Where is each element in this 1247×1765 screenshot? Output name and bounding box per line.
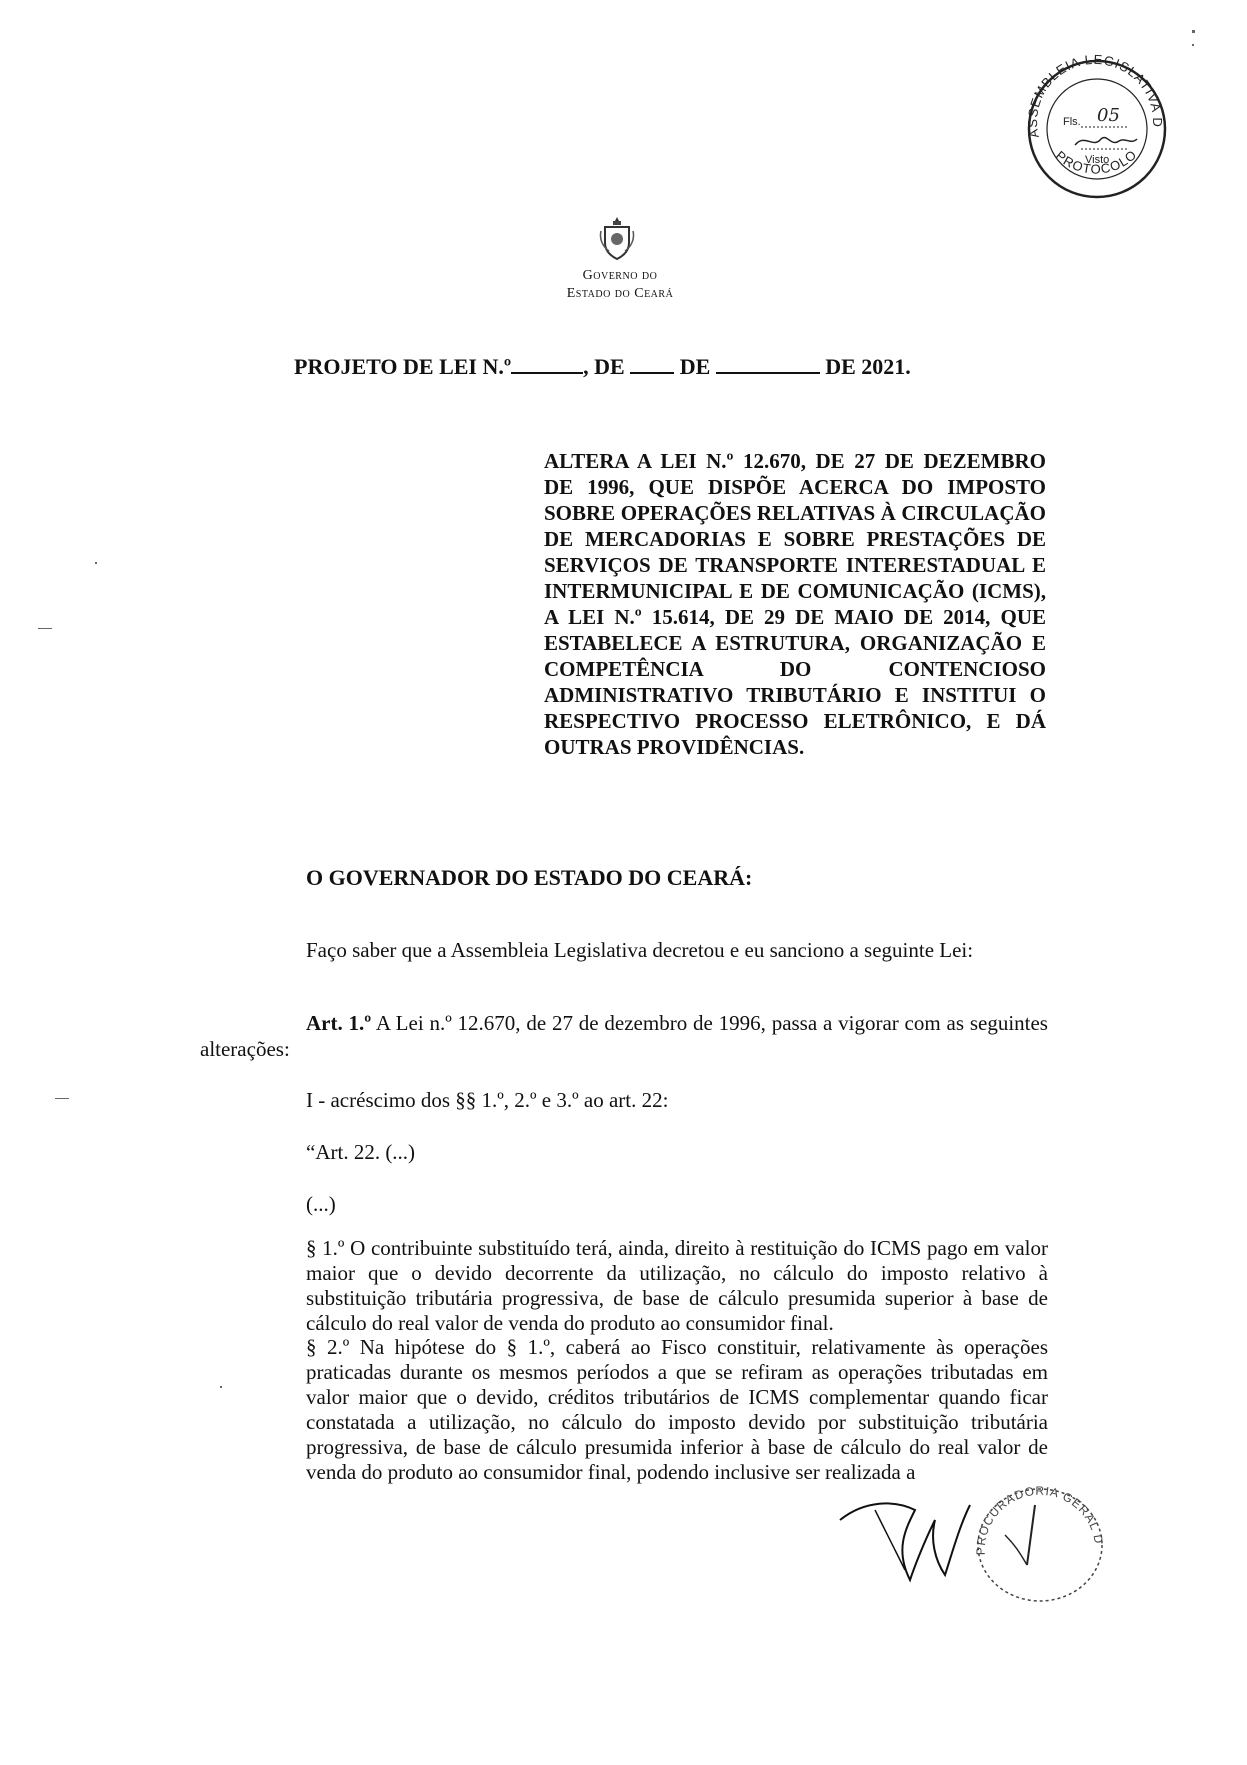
title-prefix: PROJETO DE LEI N.º [294,354,512,379]
article-1-text: A Lei n.º 12.670, de 27 de dezembro de 1996, passa a vigorar com as seguintes alterações: [200,1011,1048,1061]
svg-text:ASSEMBLEIA LEGISLATIVA DO CEAR [1015,45,1165,139]
bill-number-blank [511,352,583,374]
title-sep2: DE [679,354,711,379]
omission-marker: (...) [306,1192,336,1216]
stamp-initials [1075,137,1137,145]
svg-text:PROCURADORIA GERAL DO ESTADO [965,1475,1106,1555]
enacting-clause: Faço saber que a Assembleia Legislativa decretou e eu sanciono a seguinte Lei: [306,938,974,962]
scan-speck [55,1098,69,1099]
scan-speck [1192,44,1194,46]
month-blank [716,352,820,374]
government-header-line2: Estado do Ceará [566,286,674,301]
scan-speck [95,562,97,564]
scan-speck [38,628,52,629]
day-blank [630,352,674,374]
article-22-quote: “Art. 22. (...) [306,1140,416,1164]
handwritten-signature [835,1480,980,1600]
item-i: I - acréscimo dos §§ 1.º, 2.º e 3.º ao art. 22: [306,1088,669,1112]
procuradoria-stamp [965,1475,1115,1605]
ementa: ALTERA A LEI N.º 12.670, DE 27 DE DEZEMBRO DE 1996, QUE DISPÕE ACERCA DO IMPOSTO SOBRE OPERAÇÕES RELATIVAS À CIRCULAÇÃO DE MERCADORIAS E SOBRE PRESTAÇÕES DE SERVIÇOS DE TRANSPORTE INTERESTADUAL E INTERMUNICIPAL E DE COMUNICAÇÃO (ICMS), A LEI N.º 15.614, DE 29 DE MAIO DE 2014, QUE ESTABELECE A ESTRUTURA, ORGANIZAÇÃO E COMPETÊNCIA DO CONTENCIOSO ADMINISTRATIVO TRIBUTÁRIO E INSTITUI O RESPECTIVO PROCESSO ELETRÔNICO, E DÁ OUTRAS PROVIDÊNCIAS. [544,449,1046,759]
article-1-label: Art. 1.º [306,1011,372,1035]
scan-speck [220,1386,222,1388]
scan-speck [1192,30,1195,33]
stamp-fls-label: Fls. [1063,116,1081,128]
governor-heading: O GOVERNADOR DO ESTADO DO CEARÁ: [306,865,753,890]
stamp-fls-number: 05 [1097,105,1120,126]
stamp-arc-bottom: PROTOCOLO [1052,146,1140,177]
article-1 [200,1010,1048,1062]
paragraph-1: § 1.º O contribuinte substituído terá, ainda, direito à restituição do ICMS pago em valor maior que o devido decorrente da utilização, no cálculo do imposto relativo à substituição tributária progressiva, de base de cálculo presumida superior à base de cálculo do real valor de venda do produto ao consumidor final. [306,1236,1048,1335]
bill-title [294,352,911,380]
coat-of-arms-icon [597,215,637,261]
paragraph-2: § 2.º Na hipótese do § 1.º, caberá ao Fisco constituir, relativamente às operações praticadas durante os mesmos períodos a que se refiram as operações tributadas em valor maior que o devido, créditos tributários de ICMS complementar quando ficar constatada a utilização, no cálculo do imposto devido por substituição tributária progressiva, de base de cálculo presumida inferior à base de cálculo do real valor de venda do produto ao consumidor final, podendo inclusive ser realizada a [306,1335,1048,1484]
stamp-bottom-arc: PROCURADORIA GERAL D [973,1483,1107,1556]
stamp-arc-top: ASSEMBLEIA LEGISLATIVA D [1024,51,1166,140]
title-sep1: , DE [583,354,625,379]
government-header-line1: Governo do [582,268,658,283]
protocol-stamp [1015,45,1175,205]
stamp-visto-label: Visto [1085,154,1110,166]
title-suffix: DE 2021. [825,354,911,379]
